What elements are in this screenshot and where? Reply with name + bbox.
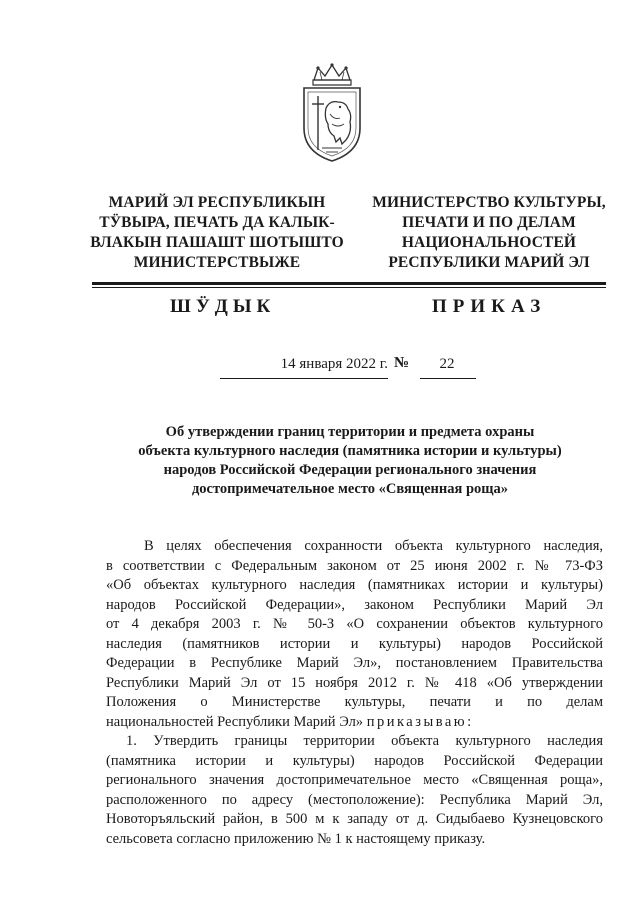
body-line: народов Российской Федерации», законом Республики Марий Эл xyxy=(106,596,603,613)
order-number: 22 xyxy=(439,356,455,372)
coat-of-arms-emblem xyxy=(296,62,368,164)
item-line: (памятника истории и культуры) народов Российской Федерации xyxy=(106,752,603,769)
body-line: от 4 декабря 2003 г. № 50-З «О сохранении объектов культурного xyxy=(106,616,603,632)
title-mari: ШӰДЫК xyxy=(170,296,276,317)
document-title-line: объекта культурного наследия (памятника истории и культуры) xyxy=(138,443,562,459)
header-right-line: РЕСПУБЛИКИ МАРИЙ ЭЛ xyxy=(388,254,590,271)
header-left-line: ВЛАКЫН ПАШАШТ ШОТЫШТО xyxy=(90,234,344,251)
body-line: Федерации в Республике Марий Эл», постановлением Правительства xyxy=(106,655,603,671)
header-left-mari xyxy=(78,193,356,273)
item-line: сельсовета согласно приложению № 1 к настоящему приказу. xyxy=(106,830,486,847)
number-underline xyxy=(420,378,476,379)
preamble-closing: национальностей Республики Марий Эл» xyxy=(106,713,364,730)
title-russian: ПРИКАЗ xyxy=(432,296,547,317)
body-line: «Об объектах культурного наследия (памятниках истории и культуры) xyxy=(106,577,603,593)
number-label: № xyxy=(394,355,410,371)
header-divider-thick xyxy=(92,282,606,285)
document-body xyxy=(106,537,603,849)
header-right-russian xyxy=(364,193,614,273)
header-left-line: МАРИЙ ЭЛ РЕСПУБЛИКЫН xyxy=(108,194,326,211)
order-word: приказываю: xyxy=(366,713,474,730)
body-line: Республики Марий Эл от 15 ноября 2012 г. № 418 «Об утверждении xyxy=(106,674,603,691)
header-divider-thin xyxy=(92,287,606,288)
header-left-line: МИНИСТЕРСТВЫЖЕ xyxy=(133,254,301,271)
item-line: расположенного по адресу (местоположение): Республика Марий Эл, xyxy=(106,791,603,808)
body-line: В целях обеспечения сохранности объекта культурного наследия, xyxy=(144,538,603,554)
item-line: 1. Утвердить границы территории объекта культурного наследия xyxy=(126,733,603,749)
header-left-line: ТӰВЫРА, ПЕЧАТЬ ДА КАЛЫК- xyxy=(99,214,335,231)
body-line: Положения о Министерстве культуры, печати и по делам xyxy=(106,694,603,710)
body-line: в соответствии с Федеральным законом от 25 июня 2002 г. № 73-ФЗ xyxy=(106,557,603,574)
item-line: Новоторъяльский район, в 500 м к западу от д. Сидыбаево Кузнецовского xyxy=(106,811,603,827)
document-title-line: Об утверждении границ территории и предмета охраны xyxy=(165,424,535,440)
header-right-line: НАЦИОНАЛЬНОСТЕЙ xyxy=(401,234,577,251)
body-line: наследия (памятников истории и культуры) народов Российской xyxy=(106,635,603,652)
order-date: 14 января 2022 г. xyxy=(280,356,388,372)
header-right-line: ПЕЧАТИ И ПО ДЕЛАМ xyxy=(402,214,576,231)
item-line: регионального значения достопримечательное место «Священная роща», xyxy=(106,772,603,788)
header-right-line: МИНИСТЕРСТВО КУЛЬТУРЫ, xyxy=(372,194,606,211)
document-title xyxy=(100,423,600,499)
body-line-order xyxy=(106,713,603,733)
document-title-line: достопримечательное место «Священная роща» xyxy=(191,481,509,497)
document-title-line: народов Российской Федерации регионального значения xyxy=(163,462,537,478)
date-underline xyxy=(220,378,388,379)
